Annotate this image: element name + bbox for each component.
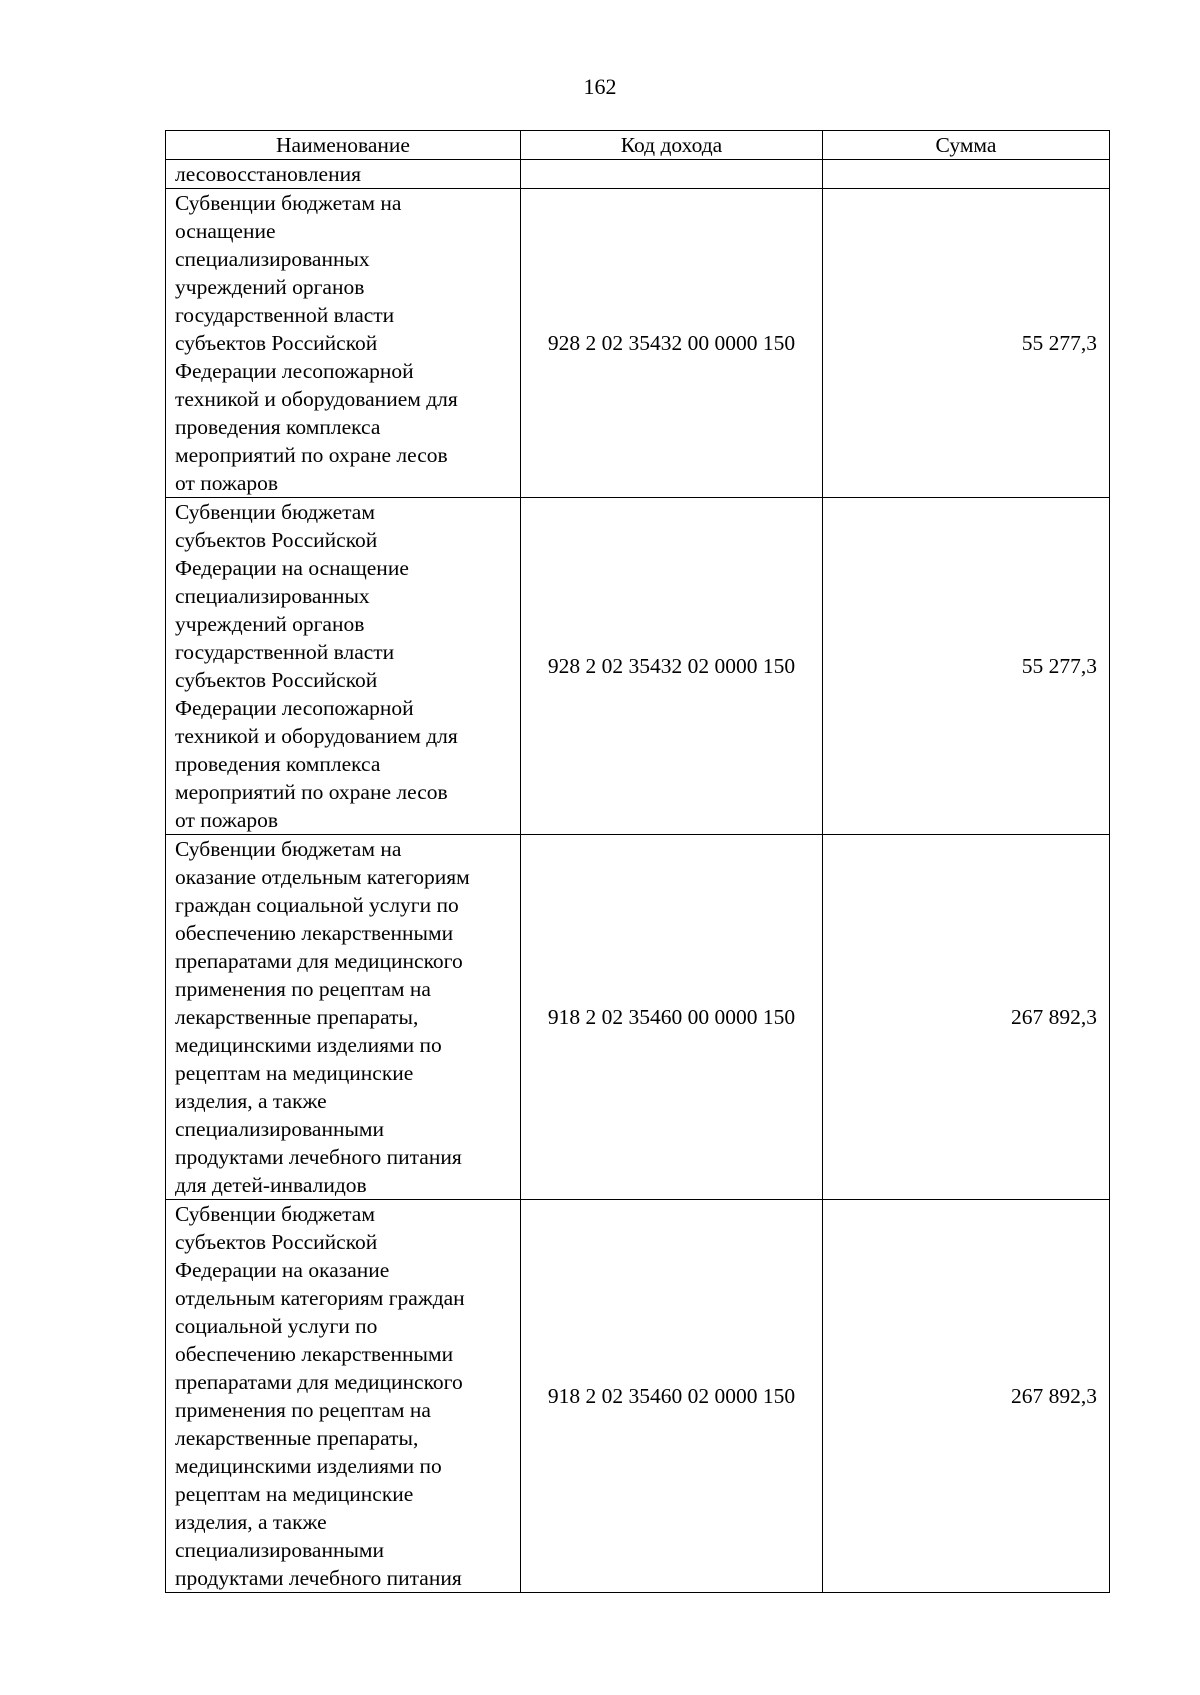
revenue-table [165, 130, 1110, 1593]
row-sum: 267 892,3 [823, 835, 1110, 1200]
page-number: 162 [583, 74, 617, 99]
table-row [166, 1200, 1110, 1593]
row-name: лесовосстановления [166, 160, 521, 189]
row-code: 928 2 02 35432 00 0000 150 [521, 189, 823, 498]
row-name: Субвенции бюджетам субъектов Российской Федерации на оказание отдельным категориям граждан социальной услуги по обеспечению лекарственными препаратами для медицинского применения по рецептам на лекарственные препараты, медицинскими изделиями по рецептам на медицинские изделия, а также специализированными продуктами лечебного питания [166, 1200, 521, 1593]
row-name: Субвенции бюджетам на оснащение специализированных учреждений органов государственной власти субъектов Российской Федерации лесопожарной техникой и оборудованием для проведения комплекса мероприятий по охране лесов от пожаров [166, 189, 521, 498]
row-code: 928 2 02 35432 02 0000 150 [521, 498, 823, 835]
table-row [166, 498, 1110, 835]
header-code: Код дохода [521, 131, 823, 160]
table-header-row [166, 131, 1110, 160]
table-row [166, 835, 1110, 1200]
row-name: Субвенции бюджетам субъектов Российской Федерации на оснащение специализированных учреждений органов государственной власти субъектов Российской Федерации лесопожарной техникой и оборудованием для проведения комплекса мероприятий по охране лесов от пожаров [166, 498, 521, 835]
row-sum [823, 160, 1110, 189]
row-code: 918 2 02 35460 02 0000 150 [521, 1200, 823, 1593]
row-sum: 55 277,3 [823, 498, 1110, 835]
table-row [166, 189, 1110, 498]
row-code [521, 160, 823, 189]
header-name: Наименование [166, 131, 521, 160]
row-sum: 267 892,3 [823, 1200, 1110, 1593]
header-sum: Сумма [823, 131, 1110, 160]
row-name: Субвенции бюджетам на оказание отдельным категориям граждан социальной услуги по обеспечению лекарственными препаратами для медицинского применения по рецептам на лекарственные препараты, медицинскими изделиями по рецептам на медицинские изделия, а также специализированными продуктами лечебного питания для детей-инвалидов [166, 835, 521, 1200]
row-sum: 55 277,3 [823, 189, 1110, 498]
table-row [166, 160, 1110, 189]
row-code: 918 2 02 35460 00 0000 150 [521, 835, 823, 1200]
